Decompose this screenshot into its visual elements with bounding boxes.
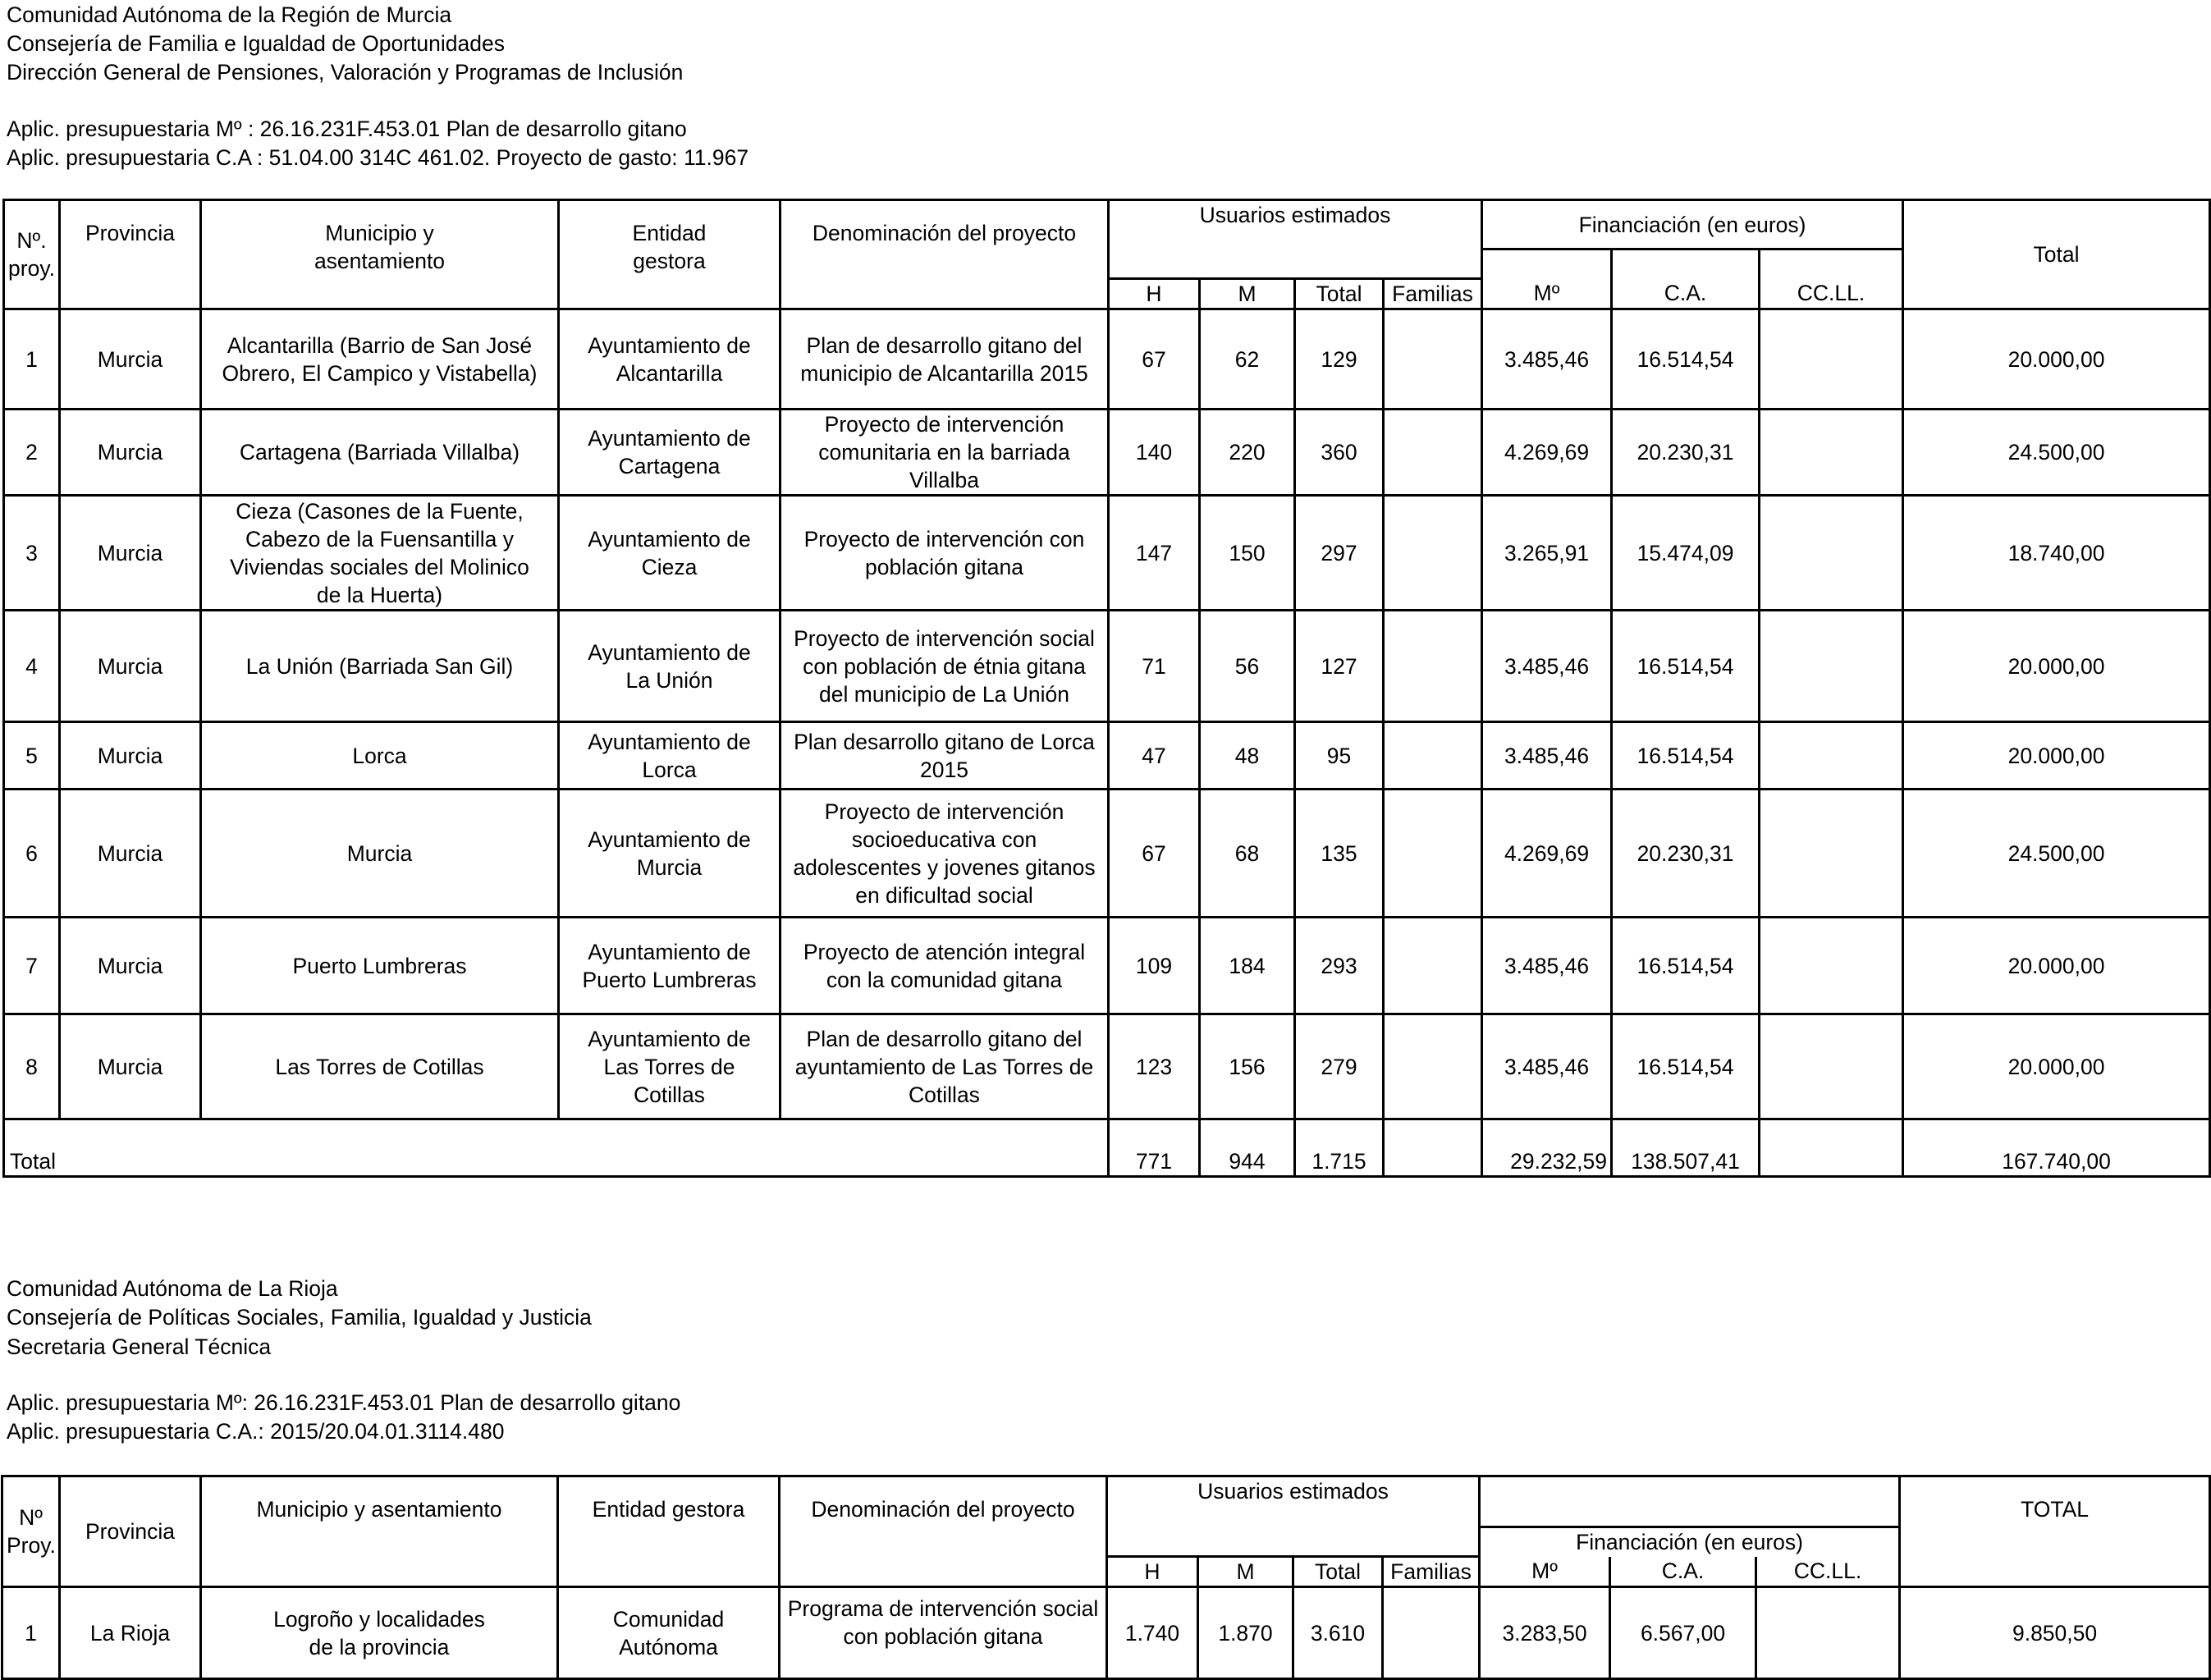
cell-h: 47 — [1109, 722, 1200, 790]
col-header-num: Nº Proy. — [2, 1476, 60, 1587]
col-header-m: M — [1200, 279, 1295, 309]
totals-mo: 29.232,59 — [1482, 1119, 1612, 1177]
cell-denominacion: Proyecto de atención integral con la comunidad gitana — [780, 918, 1109, 1014]
cell-entidad: Ayuntamiento de Cieza — [559, 496, 780, 611]
cell-total: 20.000,00 — [1903, 722, 2210, 790]
col-header-familias: Familias — [1383, 1557, 1480, 1587]
cell-num: 6 — [4, 790, 60, 918]
cell-num: 7 — [4, 918, 60, 1014]
cell-entidad: Ayuntamiento de Alcantarilla — [559, 309, 780, 410]
table-row — [4, 1014, 2210, 1119]
cell-municipio: Cartagena (Barriada Villalba) — [201, 410, 559, 496]
col-header-entidad: Entidad gestora — [558, 1476, 780, 1587]
col-header-total: Total — [1903, 200, 2210, 309]
cell-h: 67 — [1109, 790, 1200, 918]
cell-mo: 3.485,46 — [1482, 1014, 1612, 1119]
cell-denominacion: Proyecto de intervención social con población de étnia gitana del municipio de La Unión — [780, 611, 1109, 722]
cell-ccll — [1760, 496, 1903, 611]
cell-num: 3 — [4, 496, 60, 611]
totals-familias — [1384, 1119, 1482, 1177]
cell-m: 1.870 — [1198, 1587, 1293, 1679]
cell-ca: 16.514,54 — [1612, 1014, 1760, 1119]
col-header-usuarios: Usuarios estimados — [1107, 1476, 1480, 1557]
cell-ccll — [1760, 309, 1903, 410]
cell-ca: 20.230,31 — [1612, 410, 1760, 496]
cell-municipio: Las Torres de Cotillas — [201, 1014, 559, 1119]
cell-mo: 3.485,46 — [1482, 918, 1612, 1014]
col-header-municipio: Municipio y asentamiento — [201, 200, 559, 309]
cell-denominacion: Programa de intervención social con población gitana — [780, 1587, 1107, 1679]
cell-familias — [1384, 1014, 1482, 1119]
cell-ccll — [1760, 611, 1903, 722]
cell-h: 67 — [1109, 309, 1200, 410]
rioja-header-line-3: Secretaria General Técnica — [7, 1334, 272, 1359]
col-spacer — [1482, 249, 1612, 279]
col-header-num: Nº. proy. — [4, 200, 60, 309]
cell-municipio: Murcia — [201, 790, 559, 918]
cell-provincia: Murcia — [60, 722, 201, 790]
cell-municipio: Lorca — [201, 722, 559, 790]
cell-ccll — [1756, 1587, 1900, 1679]
cell-ca: 16.514,54 — [1612, 309, 1760, 410]
totals-m: 944 — [1200, 1119, 1295, 1177]
cell-h: 71 — [1109, 611, 1200, 722]
totals-ccll — [1760, 1119, 1903, 1177]
cell-entidad: Ayuntamiento de La Unión — [559, 611, 780, 722]
cell-entidad: Ayuntamiento de Puerto Lumbreras — [559, 918, 780, 1014]
col-header-h: H — [1107, 1557, 1198, 1587]
cell-familias — [1384, 790, 1482, 918]
rioja-header-line-2: Consejería de Políticas Sociales, Familia, Igualdad y Justicia — [7, 1305, 592, 1330]
cell-provincia: Murcia — [60, 496, 201, 611]
cell-num: 1 — [2, 1587, 60, 1679]
cell-m: 150 — [1200, 496, 1295, 611]
cell-ca: 16.514,54 — [1612, 918, 1760, 1014]
cell-num: 2 — [4, 410, 60, 496]
table-row — [4, 790, 2210, 918]
cell-familias — [1384, 410, 1482, 496]
cell-municipio: Cieza (Casones de la Fuente, Cabezo de la Fuensantilla y Viviendas sociales del Molinico de la Huerta) — [201, 496, 559, 611]
cell-provincia: Murcia — [60, 1014, 201, 1119]
cell-entidad: Ayuntamiento de Lorca — [559, 722, 780, 790]
cell-total: 9.850,50 — [1900, 1587, 2210, 1679]
cell-denominacion: Plan de desarrollo gitano del ayuntamiento de Las Torres de Cotillas — [780, 1014, 1109, 1119]
cell-ca: 16.514,54 — [1612, 722, 1760, 790]
col-header-ca: C.A. — [1612, 279, 1760, 309]
cell-ccll — [1760, 1014, 1903, 1119]
col-header-m: M — [1198, 1557, 1293, 1587]
cell-entidad: Ayuntamiento de Cartagena — [559, 410, 780, 496]
table-row — [4, 918, 2210, 1014]
table-row — [4, 722, 2210, 790]
table-row — [4, 309, 2210, 410]
totals-ca: 138.507,41 — [1612, 1119, 1760, 1177]
cell-m: 62 — [1200, 309, 1295, 410]
cell-mo: 3.283,50 — [1480, 1587, 1610, 1679]
cell-m: 56 — [1200, 611, 1295, 722]
cell-total-usuarios: 135 — [1295, 790, 1384, 918]
murcia-aplic-line-1: Aplic. presupuestaria Mº : 26.16.231F.453.01 Plan de desarrollo gitano — [7, 117, 687, 141]
cell-familias — [1384, 722, 1482, 790]
cell-h: 123 — [1109, 1014, 1200, 1119]
col-header-usuarios: Usuarios estimados — [1109, 200, 1482, 279]
cell-total-usuarios: 129 — [1295, 309, 1384, 410]
cell-familias — [1384, 309, 1482, 410]
cell-ccll — [1760, 918, 1903, 1014]
col-header-financiacion: Financiación (en euros) — [1482, 200, 1903, 249]
cell-h: 147 — [1109, 496, 1200, 611]
cell-denominacion: Proyecto de intervención comunitaria en la barriada Villalba — [780, 410, 1109, 496]
cell-mo: 4.269,69 — [1482, 790, 1612, 918]
cell-ca: 15.474,09 — [1612, 496, 1760, 611]
cell-ca: 16.514,54 — [1612, 611, 1760, 722]
col-header-total: TOTAL — [1900, 1476, 2210, 1587]
cell-h: 109 — [1109, 918, 1200, 1014]
cell-total: 24.500,00 — [1903, 790, 2210, 918]
cell-m: 48 — [1200, 722, 1295, 790]
cell-total: 20.000,00 — [1903, 309, 2210, 410]
totals-label: Total — [4, 1119, 1109, 1177]
murcia-header-line-1: Comunidad Autónoma de la Región de Murcia — [7, 2, 452, 27]
cell-total: 18.740,00 — [1903, 496, 2210, 611]
cell-total: 20.000,00 — [1903, 1014, 2210, 1119]
col-header-provincia: Provincia — [60, 1476, 201, 1587]
cell-m: 220 — [1200, 410, 1295, 496]
murcia-header-line-3: Dirección General de Pensiones, Valoración y Programas de Inclusión — [7, 60, 684, 85]
cell-m: 68 — [1200, 790, 1295, 918]
totals-usuarios: 1.715 — [1295, 1119, 1384, 1177]
cell-municipio: Logroño y localidades de la provincia — [201, 1587, 558, 1679]
cell-ccll — [1760, 722, 1903, 790]
cell-total: 20.000,00 — [1903, 611, 2210, 722]
cell-num: 4 — [4, 611, 60, 722]
cell-num: 5 — [4, 722, 60, 790]
col-header-ca: C.A. — [1610, 1557, 1756, 1587]
cell-m: 184 — [1200, 918, 1295, 1014]
cell-familias — [1384, 611, 1482, 722]
cell-provincia: Murcia — [60, 611, 201, 722]
cell-h: 1.740 — [1107, 1587, 1198, 1679]
murcia-aplic-line-2: Aplic. presupuestaria C.A : 51.04.00 314C 461.02. Proyecto de gasto: 11.967 — [7, 145, 749, 170]
cell-mo: 4.269,69 — [1482, 410, 1612, 496]
table-row — [4, 611, 2210, 722]
rioja-header-line-1: Comunidad Autónoma de La Rioja — [7, 1276, 338, 1301]
cell-municipio: La Unión (Barriada San Gil) — [201, 611, 559, 722]
col-header-denominacion: Denominación del proyecto — [780, 200, 1109, 309]
cell-num: 8 — [4, 1014, 60, 1119]
col-header-h: H — [1109, 279, 1200, 309]
cell-ccll — [1760, 410, 1903, 496]
col-header-municipio: Municipio y asentamiento — [201, 1476, 558, 1587]
cell-ca: 20.230,31 — [1612, 790, 1760, 918]
col-header-ccll: CC.LL. — [1760, 279, 1903, 309]
cell-familias — [1384, 496, 1482, 611]
col-header-mo: Mº — [1482, 279, 1612, 309]
cell-total-usuarios: 297 — [1295, 496, 1384, 611]
col-spacer — [1760, 249, 1903, 279]
cell-total: 24.500,00 — [1903, 410, 2210, 496]
murcia-table — [2, 199, 2211, 1178]
cell-mo: 3.485,46 — [1482, 611, 1612, 722]
totals-row — [4, 1119, 2210, 1177]
cell-ccll — [1760, 790, 1903, 918]
cell-h: 140 — [1109, 410, 1200, 496]
cell-denominacion: Proyecto de intervención con población gitana — [780, 496, 1109, 611]
cell-municipio: Alcantarilla (Barrio de San José Obrero, El Campico y Vistabella) — [201, 309, 559, 410]
cell-m: 156 — [1200, 1014, 1295, 1119]
table-row — [4, 410, 2210, 496]
col-header-denominacion: Denominación del proyecto — [780, 1476, 1107, 1587]
col-header-utotal: Total — [1295, 279, 1384, 309]
col-header-familias: Familias — [1384, 279, 1482, 309]
cell-total-usuarios: 279 — [1295, 1014, 1384, 1119]
cell-mo: 3.485,46 — [1482, 309, 1612, 410]
cell-total-usuarios: 95 — [1295, 722, 1384, 790]
cell-entidad: Comunidad Autónoma — [558, 1587, 780, 1679]
cell-total-usuarios: 360 — [1295, 410, 1384, 496]
cell-total-usuarios: 293 — [1295, 918, 1384, 1014]
cell-total: 20.000,00 — [1903, 918, 2210, 1014]
cell-denominacion: Proyecto de intervención socioeducativa con adolescentes y jovenes gitanos en dificultad social — [780, 790, 1109, 918]
cell-provincia: Murcia — [60, 309, 201, 410]
cell-num: 1 — [4, 309, 60, 410]
cell-mo: 3.485,46 — [1482, 722, 1612, 790]
totals-h: 771 — [1109, 1119, 1200, 1177]
col-header-provincia: Provincia — [60, 200, 201, 309]
col-header-mo: Mº — [1480, 1557, 1610, 1587]
murcia-header-line-2: Consejería de Familia e Igualdad de Oportunidades — [7, 31, 505, 56]
rioja-table — [1, 1475, 2211, 1680]
col-header-financiacion: Financiación (en euros) — [1480, 1527, 1900, 1557]
cell-denominacion: Plan de desarrollo gitano del municipio de Alcantarilla 2015 — [780, 309, 1109, 410]
col-header-utotal: Total — [1293, 1557, 1383, 1587]
cell-entidad: Ayuntamiento de Las Torres de Cotillas — [559, 1014, 780, 1119]
cell-provincia: La Rioja — [60, 1587, 201, 1679]
col-spacer — [1480, 1476, 1900, 1527]
col-header-entidad: Entidad gestora — [559, 200, 780, 309]
cell-mo: 3.265,91 — [1482, 496, 1612, 611]
cell-total-usuarios: 3.610 — [1293, 1587, 1383, 1679]
cell-denominacion: Plan desarrollo gitano de Lorca 2015 — [780, 722, 1109, 790]
cell-provincia: Murcia — [60, 918, 201, 1014]
table-row — [4, 496, 2210, 611]
table-row — [2, 1587, 2210, 1679]
cell-ca: 6.567,00 — [1610, 1587, 1756, 1679]
cell-total-usuarios: 127 — [1295, 611, 1384, 722]
cell-provincia: Murcia — [60, 790, 201, 918]
rioja-aplic-line-2: Aplic. presupuestaria C.A.: 2015/20.04.01.3114.480 — [7, 1419, 505, 1444]
cell-familias — [1383, 1587, 1480, 1679]
cell-familias — [1384, 918, 1482, 1014]
rioja-aplic-line-1: Aplic. presupuestaria Mº: 26.16.231F.453.01 Plan de desarrollo gitano — [7, 1390, 681, 1415]
cell-entidad: Ayuntamiento de Murcia — [559, 790, 780, 918]
cell-municipio: Puerto Lumbreras — [201, 918, 559, 1014]
cell-provincia: Murcia — [60, 410, 201, 496]
col-spacer — [1612, 249, 1760, 279]
totals-total: 167.740,00 — [1903, 1119, 2210, 1177]
col-header-ccll: CC.LL. — [1756, 1557, 1900, 1587]
